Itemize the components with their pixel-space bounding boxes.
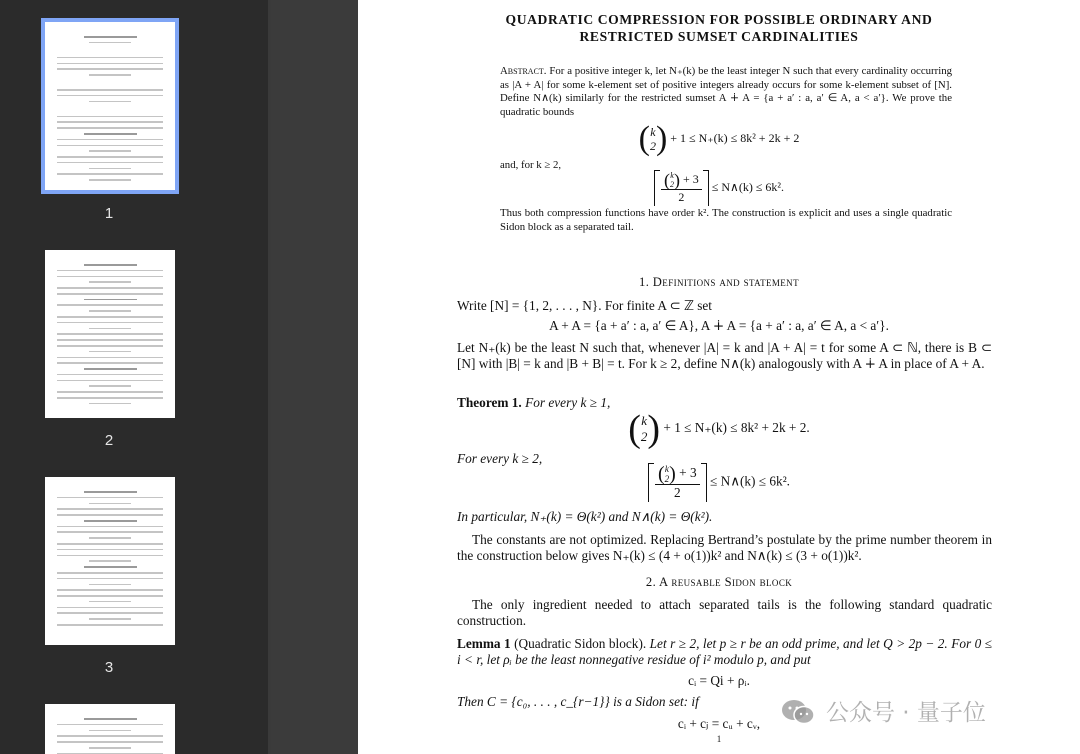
page-number-label: 2 xyxy=(104,432,114,449)
paper-title xyxy=(358,12,1080,45)
watermark-text: 公众号 · 量子位 xyxy=(826,700,986,726)
paragraph: The only ingredient needed to attach separated tails is the following standard quadratic construction. xyxy=(457,597,992,629)
binomial: ( k 2 ) xyxy=(638,120,668,157)
paragraph: Write [N] = {1, 2, . . . , N}. For finite A ⊂ ℤ set xyxy=(457,298,712,313)
thumbnail-content xyxy=(57,718,163,754)
theorem-equation-1: ( k 2 ) + 1 ≤ N₊(k) ≤ 8k² + 2k + 2. xyxy=(628,408,810,450)
theorem-equation-2: ( k 2 ) + 3 2 ≤ N∧(k) ≤ 6k². xyxy=(358,463,1080,502)
theorem-label: Theorem 1. xyxy=(457,395,522,410)
thumbnail-sidebar xyxy=(0,0,268,754)
lemma-text: Then C = {c₀, . . . , c_{r−1}} is a Sidon set: if xyxy=(457,694,699,709)
paragraph: Let N₊(k) be the least N such that, whenever |A| = k and |A + A| = t for some A ⊂ ℕ, there is B ⊂ [N] with |B| = k and |B + B| = t. For k ≥ 2, define N∧(k) analogously with A ∔ A in place of A + A. xyxy=(457,340,992,372)
lemma-equation: cᵢ = Qi + ρᵢ. xyxy=(688,673,750,688)
page-thumbnail-4[interactable] xyxy=(45,704,175,754)
theorem-text: For every k ≥ 2, xyxy=(457,451,543,466)
wechat-icon xyxy=(780,698,816,726)
page-number-label: 1 xyxy=(104,205,114,222)
abstract-tail: Thus both compression functions have order k². The construction is explicit and uses a single quadratic Sidon block as a separated tail. xyxy=(500,207,952,233)
sumset-equation: A + A = {a + a′ : a, a′ ∈ A}, A ∔ A = {a + a′ : a, a′ ∈ A, a < a′}. xyxy=(549,318,889,333)
theorem-1: Theorem 1. For every k ≥ 1, xyxy=(457,395,611,410)
abstract-label: Abstract. xyxy=(500,65,547,77)
lemma-label: Lemma 1 xyxy=(457,636,511,651)
thumbnail-content xyxy=(57,264,163,409)
abstract-text: For a positive integer k, let N₊(k) be the least integer N such that every cardinality occurring as |A + A| for some k-element set of positive integers already occurs for some k-element subset of [N]. Define N∧(k) similarly for the restricted sumset A ∔ A = {a + a′ : a, a′ ∈ A, a < a′}. We prove the quadratic bounds xyxy=(500,65,952,118)
page-number-label: 3 xyxy=(104,659,114,676)
lemma-equation-2: cᵢ + cⱼ = cᵤ + cᵥ, xyxy=(677,716,761,731)
thumbnail-content xyxy=(57,36,163,185)
title-line-1: QUADRATIC COMPRESSION FOR POSSIBLE ORDINARY AND xyxy=(505,12,933,27)
theorem-text: In particular, N₊(k) = Θ(k²) and N∧(k) = Θ(k²). xyxy=(457,509,713,524)
ceiling-fraction: ( k 2 ) + 3 2 xyxy=(654,170,709,206)
lemma-1: Lemma 1 (Quadratic Sidon block). Let r ≥ 2, let p ≥ r be an odd prime, and let Q > 2p − 2. For 0 ≤ i < r, let ρᵢ be the least nonnegative residue of i² modulo p, and put xyxy=(457,636,992,668)
page-gutter xyxy=(271,0,358,754)
page-number: 1 xyxy=(716,734,722,744)
section-1-heading: 1. Definitions and statement xyxy=(639,275,799,289)
page-thumbnail-1[interactable] xyxy=(45,22,175,190)
title-line-2: RESTRICTED SUMSET CARDINALITIES xyxy=(579,28,859,44)
page-thumbnail-2[interactable] xyxy=(45,250,175,418)
abstract-equation-2: ( k 2 ) + 3 2 ≤ N∧(k) ≤ 6k². xyxy=(358,170,1080,206)
page-thumbnail-3[interactable] xyxy=(45,477,175,645)
paragraph: The constants are not optimized. Replacing Bertrand’s postulate by the prime number theorem in the construction below gives N₊(k) ≤ (4 + o(1))k² and N∧(k) ≤ (3 + o(1))k². xyxy=(457,532,992,564)
abstract-equation-1: ( k 2 ) + 1 ≤ N₊(k) ≤ 8k² + 2k + 2 xyxy=(638,120,800,157)
section-2-heading: 2. A reusable Sidon block xyxy=(645,575,793,589)
watermark xyxy=(780,694,986,727)
thumbnail-content xyxy=(57,491,163,630)
abstract xyxy=(500,65,952,119)
abstract-and-text: and, for k ≥ 2, xyxy=(500,159,562,171)
document-page xyxy=(358,0,1080,754)
